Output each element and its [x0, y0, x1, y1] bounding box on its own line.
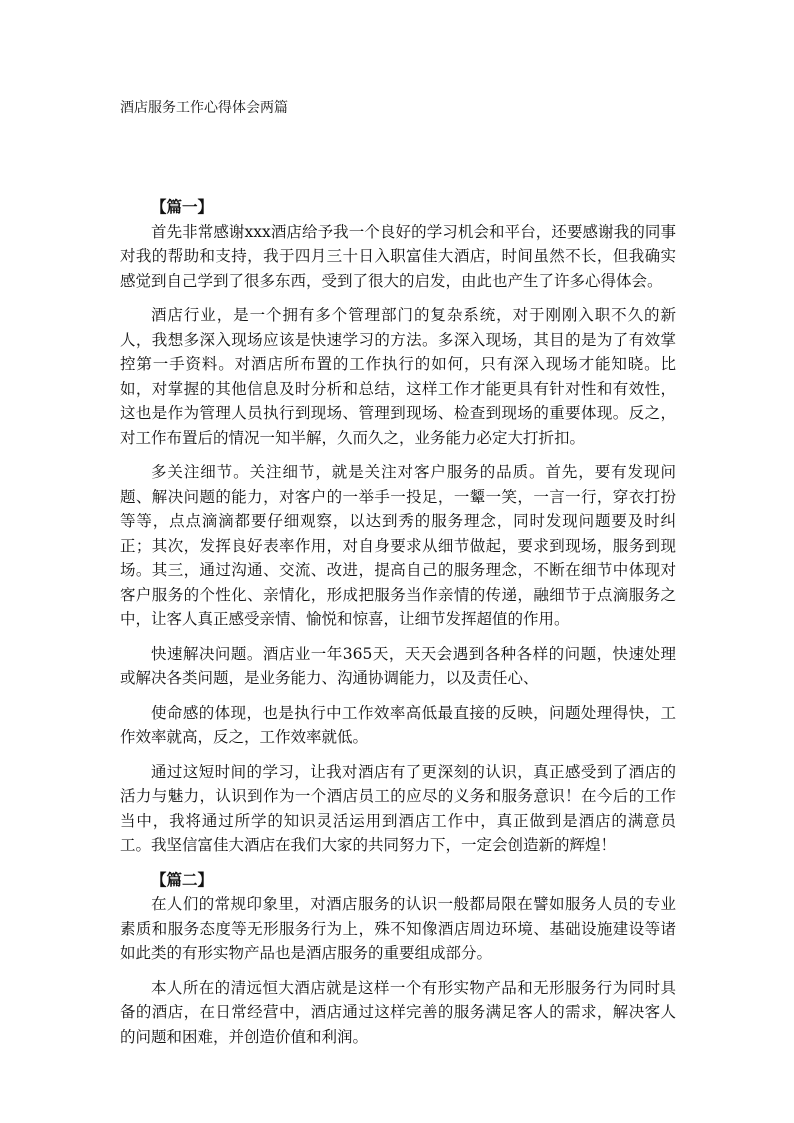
- section-1-paragraph-3: 多关注细节。关注细节，就是关注对客户服务的品质。首先，要有发现问题、解决问题的能力，对客户的一举手一投足，一颦一笑，一言一行，穿衣打扮等等，点点滴滴都要仔细观察，以达到秀的服务理念，同时发现问题要及时纠正；其次，发挥良好表率作用，对自身要求从细节做起，要求到现场，服务到现场。其三，通过沟通、交流、改进，提高自己的服务理念，不断在细节中体现对客户服务的个性化、亲情化，形成把服务当作亲情的传递，融细节于点滴服务之中，让客人真正感受亲情、愉悦和惊喜，让细节发挥超值的作用。: [120, 463, 676, 628]
- section-1-paragraph-4: 快速解决问题。酒店业一年365天，天天会遇到各种各样的问题，快速处理或解决各类问题，是业务能力、沟通协调能力，以及责任心、: [120, 644, 676, 687]
- section-1-paragraph-5: 使命感的体现，也是执行中工作效率高低最直接的反映，问题处理得快，工作效率就高，反之，工作效率就低。: [120, 703, 676, 746]
- document-title: 酒店服务工作心得体会两篇: [120, 100, 288, 116]
- section-1-paragraph-1: 首先非常感谢xxx酒店给予我一个良好的学习机会和平台，还要感谢我的同事对我的帮助和支持，我于四月三十日入职富佳大酒店，时间虽然不长，但我确实感觉到自己学到了很多东西，受到了很大的启发，由此也产生了许多心得体会。: [120, 222, 676, 290]
- section-1-paragraph-6: 通过这短时间的学习，让我对酒店有了更深刻的认识，真正感受到了酒店的活力与魅力，认识到作为一个酒店员工的应尽的义务和服务意识！在今后的工作当中，我将通过所学的知识灵活运用到酒店工作中，真正做到是酒店的满意员工。我坚信富佳大酒店在我们大家的共同努力下，一定会创造新的辉煌！: [120, 762, 676, 854]
- section-2-heading: 【篇二】: [151, 869, 214, 889]
- section-1: [120, 195, 676, 1059]
- section-1-heading: 【篇一】: [151, 197, 214, 216]
- section-2-paragraph-1: 在人们的常规印象里，对酒店服务的认识一般都局限在譬如服务人员的专业素质和服务态度等无形服务行为上，殊不知像酒店周边环境、基础设施建设等诸如此类的有形实物产品也是酒店服务的重要组成部分。: [120, 895, 676, 962]
- section-2-paragraph-2: 本人所在的清远恒大酒店就是这样一个有形实物产品和无形服务行为同时具备的酒店，在日常经营中，酒店通过这样完善的服务满足客人的需求，解决客人的问题和困难，并创造价值和利润。: [120, 978, 676, 1046]
- section-1-paragraph-2: 酒店行业，是一个拥有多个管理部门的复杂系统，对于刚刚入职不久的新人，我想多深入现场应该是快速学习的方法。多深入现场，其目的是为了有效掌控第一手资料。对酒店所布置的工作执行的如何，只有深入现场才能知晓。比如，对掌握的其他信息及时分析和总结，这样工作才能更具有针对性和有效性，这也是作为管理人员执行到现场、管理到现场、检查到现场的重要体现。反之，对工作布置后的情况一知半解，久而久之，业务能力必定大打折扣。: [120, 306, 676, 447]
